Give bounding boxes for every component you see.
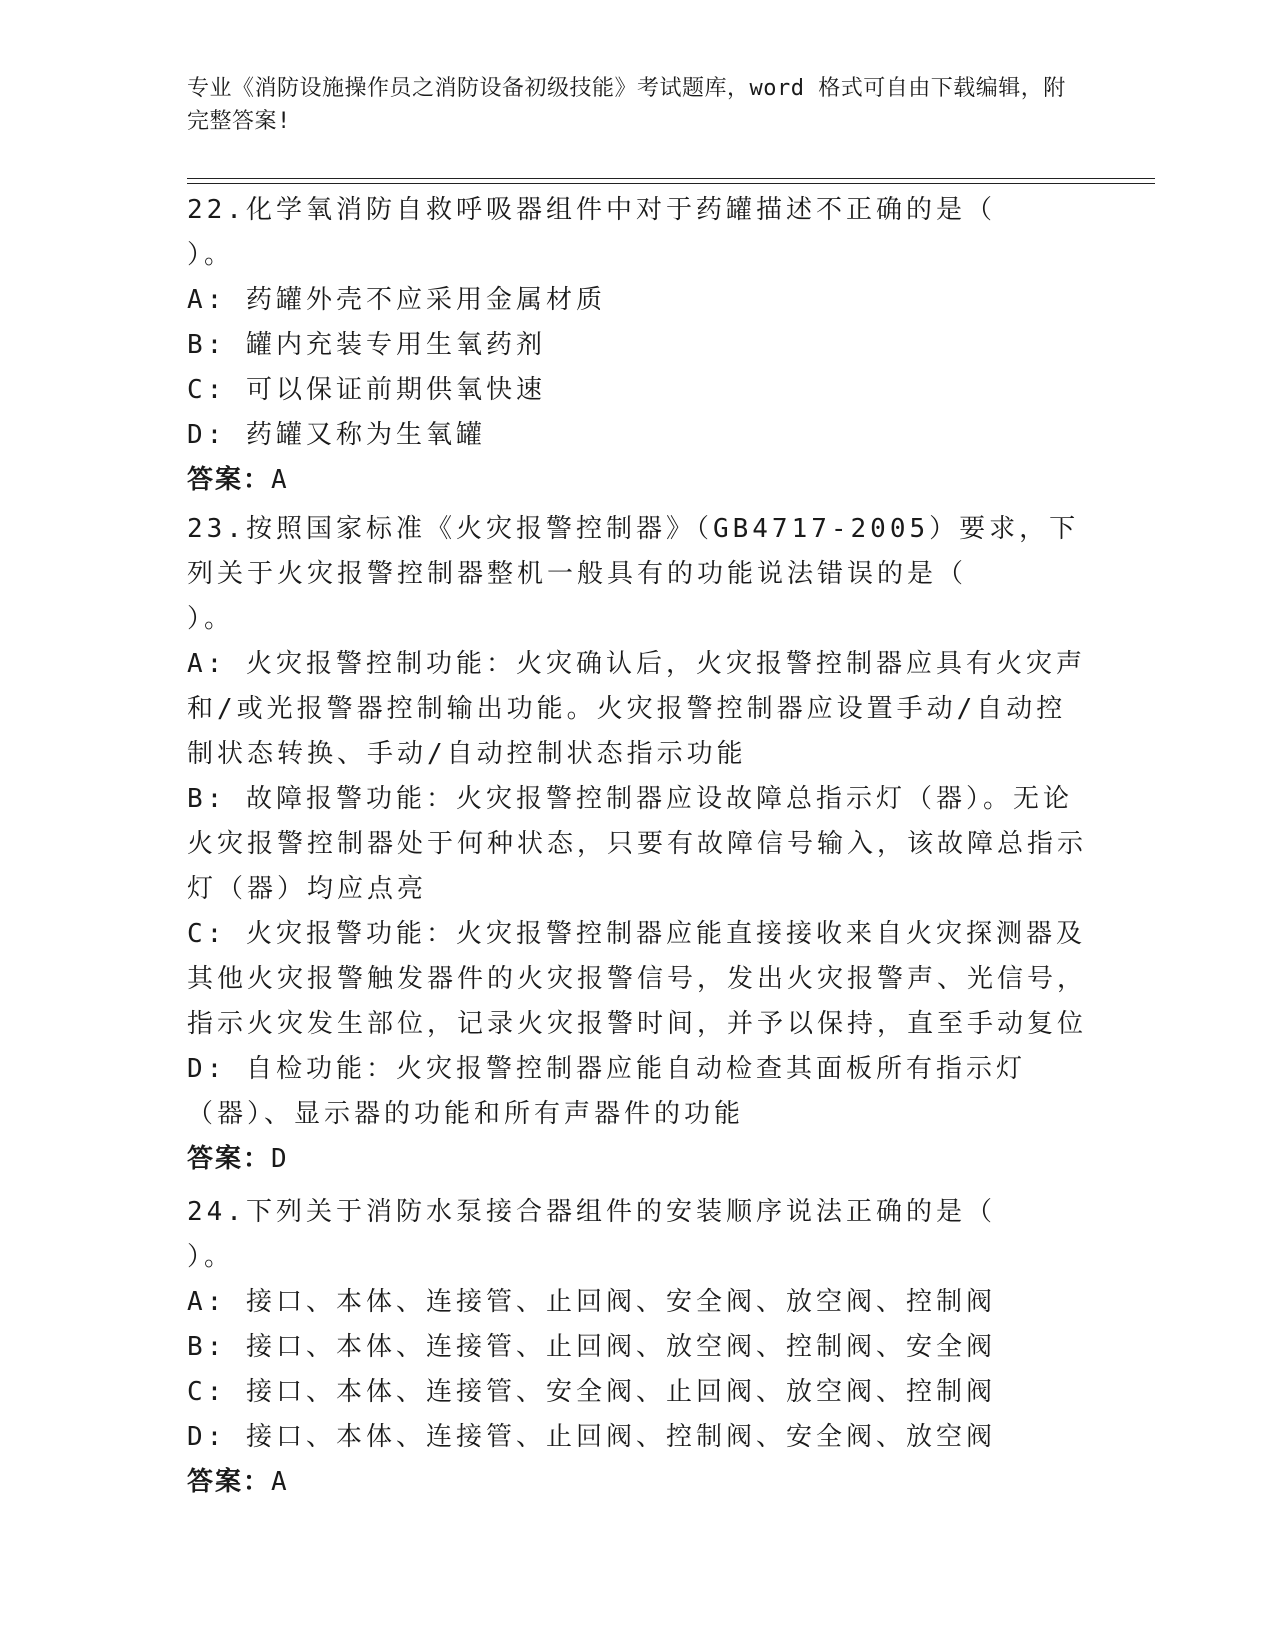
option-d: D: 自检功能：火灾报警控制器应能自动检查其面板所有指示灯（器）、显示器的功能和所有声器件的功能 xyxy=(187,1054,1026,1129)
option-a: A: 药罐外壳不应采用金属材质 xyxy=(187,285,606,315)
answer-line xyxy=(187,458,1087,503)
header-rule-bottom xyxy=(187,183,1155,184)
answer-value: D xyxy=(271,1144,289,1174)
question-stem: 24.下列关于消防水泵接合器组件的安装顺序说法正确的是（ ）。 xyxy=(187,1197,1075,1272)
option-b: B: 罐内充装专用生氧药剂 xyxy=(187,330,546,360)
answer-value: A xyxy=(271,1467,289,1497)
document-header xyxy=(187,72,1067,138)
answer-value: A xyxy=(271,465,289,495)
option-c: C: 火灾报警功能：火灾报警控制器应能直接接收来自火灾探测器及其他火灾报警触发器件的火灾报警信号，发出火灾报警声、光信号，指示火灾发生部位，记录火灾报警时间，并予以保持，直至手动复位 xyxy=(187,919,1088,1039)
question-22 xyxy=(187,188,1087,503)
answer-label: 答案： xyxy=(187,1467,272,1497)
question-23 xyxy=(187,507,1087,1182)
answer-label: 答案： xyxy=(187,465,272,495)
option-c: C: 可以保证前期供氧快速 xyxy=(187,375,546,405)
option-a: A: 接口、本体、连接管、止回阀、安全阀、放空阀、控制阀 xyxy=(187,1287,996,1317)
option-a: A: 火灾报警控制功能：火灾确认后，火灾报警控制器应具有火灾声和/或光报警器控制输出功能。火灾报警控制器应设置手动/自动控制状态转换、手动/自动控制状态指示功能 xyxy=(187,649,1086,769)
answer-label: 答案： xyxy=(187,1144,272,1174)
answer-line xyxy=(187,1137,1087,1182)
option-d: D: 药罐又称为生氧罐 xyxy=(187,420,486,450)
question-stem: 23.按照国家标准《火灾报警控制器》（GB4717-2005）要求，下列关于火灾报警控制器整机一般具有的功能说法错误的是（ ）。 xyxy=(187,514,1080,634)
option-d: D: 接口、本体、连接管、止回阀、控制阀、安全阀、放空阀 xyxy=(187,1422,996,1452)
header-text: 专业《消防设施操作员之消防设备初级技能》考试题库，word 格式可自由下载编辑，附完整答案! xyxy=(187,76,1066,134)
question-stem: 22.化学氧消防自救呼吸器组件中对于药罐描述不正确的是（ ）。 xyxy=(187,195,1075,270)
option-b: B: 故障报警功能：火灾报警控制器应设故障总指示灯（器）。无论火灾报警控制器处于何种状态，只要有故障信号输入，该故障总指示灯（器）均应点亮 xyxy=(187,784,1088,904)
question-24 xyxy=(187,1190,1087,1505)
header-rule-top xyxy=(187,178,1155,179)
option-b: B: 接口、本体、连接管、止回阀、放空阀、控制阀、安全阀 xyxy=(187,1332,996,1362)
answer-line xyxy=(187,1460,1087,1505)
option-c: C: 接口、本体、连接管、安全阀、止回阀、放空阀、控制阀 xyxy=(187,1377,996,1407)
